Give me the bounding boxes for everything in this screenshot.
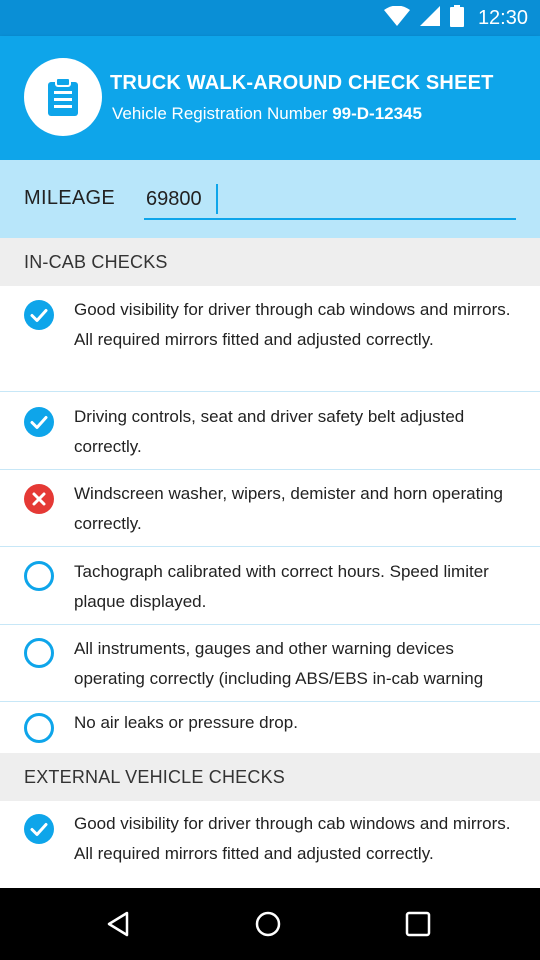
mileage-row — [0, 160, 540, 238]
unchecked-circle-icon[interactable] — [24, 638, 54, 668]
check-item[interactable] — [0, 801, 540, 888]
wifi-icon — [384, 6, 410, 31]
check-item[interactable] — [0, 625, 540, 702]
app-header — [0, 36, 540, 160]
recents-icon[interactable] — [402, 908, 434, 940]
check-item[interactable] — [0, 470, 540, 547]
status-time: 12:30 — [477, 6, 528, 29]
check-item-text: Good visibility for driver through cab windows and mirrors. All required mirrors fitted and adjusted correctly. — [74, 300, 511, 349]
battery-icon — [450, 5, 464, 32]
check-item-text: No air leaks or pressure drop. — [74, 713, 298, 732]
page-title: TRUCK WALK-AROUND CHECK SHEET — [110, 72, 494, 94]
back-icon[interactable] — [103, 908, 135, 940]
unchecked-circle-icon[interactable] — [24, 713, 54, 743]
check-item[interactable] — [0, 702, 540, 754]
section-header-external: EXTERNAL VEHICLE CHECKS — [0, 753, 540, 801]
mileage-label: MILEAGE — [24, 187, 116, 209]
unchecked-circle-icon[interactable] — [24, 561, 54, 591]
checked-circle-icon[interactable] — [24, 407, 54, 437]
text-cursor — [216, 184, 218, 214]
check-item-text: All instruments, gauges and other warning devices operating correctly (including ABS/EBS in-cab warning — [74, 639, 484, 688]
check-item[interactable] — [0, 547, 540, 625]
check-item-text: Windscreen washer, wipers, demister and horn operating correctly. — [74, 484, 503, 533]
checked-circle-icon[interactable] — [24, 300, 54, 330]
vehicle-registration — [112, 104, 422, 124]
home-icon[interactable] — [252, 908, 284, 940]
checked-circle-icon[interactable] — [24, 814, 54, 844]
mileage-input[interactable] — [144, 180, 516, 220]
check-item-text: Driving controls, seat and driver safety belt adjusted correctly. — [74, 407, 465, 456]
check-item-text: Tachograph calibrated with correct hours. Speed limiter plaque displayed. — [74, 562, 489, 611]
failed-circle-icon[interactable] — [24, 484, 54, 514]
status-bar — [0, 0, 540, 36]
registration-number: 99-D-12345 — [332, 104, 422, 123]
navigation-bar — [0, 888, 540, 960]
signal-icon — [420, 6, 440, 31]
section-header-in-cab: IN-CAB CHECKS — [0, 238, 540, 286]
check-item-text: Good visibility for driver through cab windows and mirrors. All required mirrors fitted and adjusted correctly. — [74, 814, 511, 863]
check-item[interactable] — [0, 286, 540, 392]
check-item[interactable] — [0, 392, 540, 470]
clipboard-icon — [24, 58, 102, 136]
registration-label: Vehicle Registration Number — [112, 104, 328, 123]
